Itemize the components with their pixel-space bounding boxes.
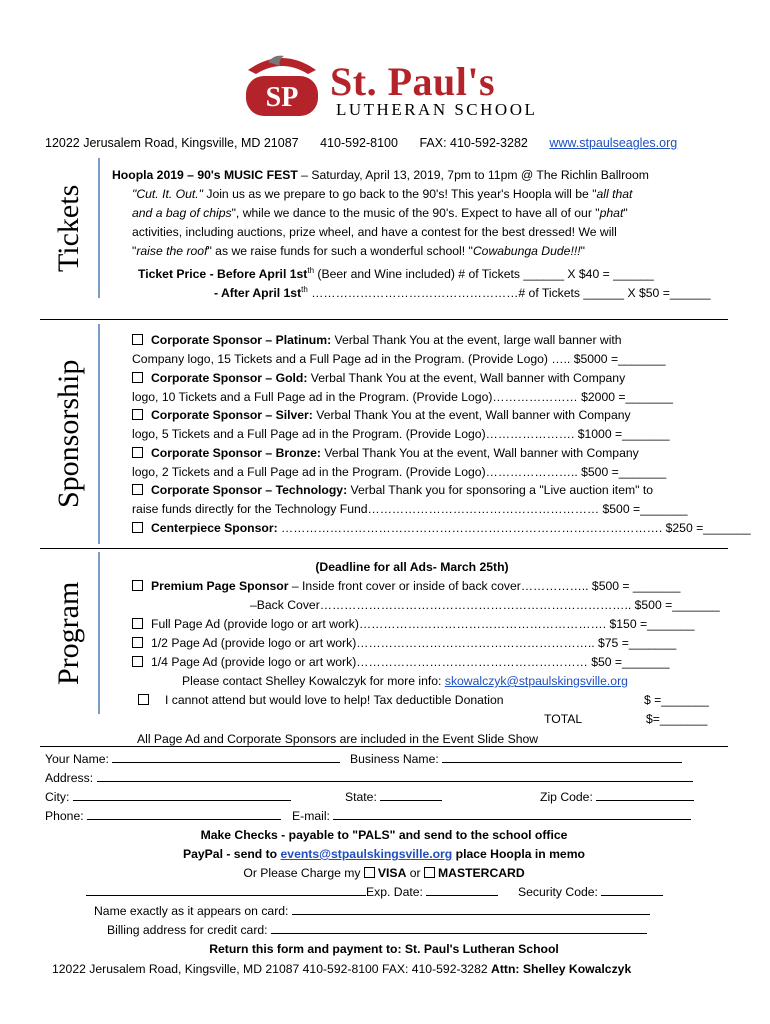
footer-address: 12022 Jerusalem Road, Kingsville, MD 21087 410-592-8100 FAX: 410-592-3282 Attn: Shelley Kowalczyk	[52, 962, 632, 976]
svg-text:SP: SP	[265, 82, 299, 113]
total-label: TOTAL	[544, 712, 583, 726]
event-details: – Saturday, April 13, 2019, 7pm to 11pm @ The Richlin Ballroom	[297, 168, 649, 182]
sponsor-description: logo, 2 Tickets and a Full Page ad in the Program. (Provide Logo)………………….. $500 =_______	[132, 464, 667, 479]
checkbox[interactable]	[132, 372, 143, 383]
sponsor-option[interactable]: Corporate Sponsor – Bronze: Verbal Thank You at the event, Wall banner with Company	[132, 444, 639, 462]
checkbox[interactable]	[138, 694, 149, 705]
tickets-label: Tickets	[52, 184, 85, 272]
ads-deadline: (Deadline for all Ads- March 25th)	[315, 560, 509, 574]
program-label: Program	[52, 581, 85, 685]
sponsor-option[interactable]: Corporate Sponsor – Silver: Verbal Thank You at the event, Wall banner with Company	[132, 406, 631, 424]
event-title-line	[112, 166, 649, 184]
state-field[interactable]: State:	[345, 788, 442, 806]
phone-text: 410-592-8100	[320, 136, 398, 150]
checkbox[interactable]	[132, 334, 143, 345]
zip-field[interactable]: Zip Code:	[540, 788, 694, 806]
event-title: Hoopla 2019 – 90's MUSIC FEST	[112, 168, 298, 182]
checkbox[interactable]	[132, 447, 143, 458]
sponsor-option[interactable]: Corporate Sponsor – Gold: Verbal Thank You at the event, Wall banner with Company	[132, 369, 625, 387]
phone-field[interactable]: Phone:	[45, 807, 281, 825]
email-field[interactable]: E-mail:	[292, 807, 691, 825]
quarter-page-ad[interactable]: 1/4 Page Ad (provide logo or art work)………………………………………………… $50 =_______	[132, 653, 670, 671]
your-name-field[interactable]: Your Name:	[45, 750, 340, 768]
sponsor-description: logo, 10 Tickets and a Full Page ad in the Program. (Provide Logo)………………… $2000 =_______	[132, 389, 673, 404]
full-page-ad[interactable]: Full Page Ad (provide logo or art work)……………………………………………………. $150 =_______	[132, 615, 695, 633]
slide-show-note: All Page Ad and Corporate Sponsors are included in the Event Slide Show	[137, 732, 539, 746]
tickets-sidebar	[40, 158, 100, 298]
checkbox[interactable]	[132, 656, 143, 667]
checkbox[interactable]	[132, 637, 143, 648]
paypal-email-link[interactable]: events@stpaulskingsville.org	[280, 847, 453, 861]
checkbox[interactable]	[132, 580, 143, 591]
program-contact: Please contact Shelley Kowalczyk for more info: skowalczyk@stpaulskingsville.org	[182, 674, 628, 688]
address-field[interactable]: Address:	[45, 769, 693, 787]
sponsor-description: Company logo, 15 Tickets and a Full Page ad in the Program. (Provide Logo) ….. $5000 =_______	[132, 352, 666, 366]
total-amount[interactable]: $=_______	[646, 712, 708, 726]
sponsorship-sidebar	[40, 324, 100, 544]
city-field[interactable]: City:	[45, 788, 291, 806]
divider	[40, 548, 728, 549]
checkbox[interactable]	[132, 522, 143, 533]
contact-line	[45, 136, 677, 150]
ticket-price-after: - After April $1st^{th}$ ……………………………………………# of Tickets ______ X $50 =______	[214, 285, 711, 301]
event-desc-line-3: and a bag of chips", while we dance to the music of the 90's. Expect to have all of our "phat"	[132, 206, 628, 220]
mastercard-checkbox[interactable]	[424, 867, 435, 878]
sponsor-option[interactable]: Centerpiece Sponsor: …………………………………………………………………………………. $250 =_______	[132, 519, 751, 537]
event-desc-line-5: "raise the roof" as we raise funds for such a wonderful school! "Cowabunga Dude!!!"	[132, 244, 585, 258]
premium-page-sponsor[interactable]: Premium Page Sponsor – Inside front cover or inside of back cover…………….. $500 = _______	[132, 577, 680, 595]
checks-instruction: Make Checks - payable to "PALS" and send to the school office	[200, 828, 568, 842]
attn-text: Attn: Shelley Kowalczyk	[491, 962, 632, 976]
paypal-instruction: PayPal - send to events@stpaulskingsville.org place Hoopla in memo	[182, 847, 585, 861]
address-text: 12022 Jerusalem Road, Kingsville, MD 21087	[45, 136, 299, 150]
ticket-price-before: Ticket Price - Before April $1st^{th}$ (Beer and Wine included) # of Tickets ______ X $40 = ______	[138, 266, 654, 282]
sponsor-description: raise funds directly for the Technology Fund………………………………………………… $500 =_______	[132, 502, 688, 516]
checkbox[interactable]	[132, 409, 143, 420]
school-subtitle: LUTHERAN SCHOOL	[336, 100, 538, 119]
half-page-ad[interactable]: 1/2 Page Ad (provide logo or art work)………………………………………………….. $75 =_______	[132, 634, 676, 652]
school-name: St. Paul's	[330, 59, 496, 104]
business-name-field[interactable]: Business Name:	[350, 750, 682, 768]
sponsor-option[interactable]: Corporate Sponsor – Technology: Verbal Thank you for sponsoring a "Live auction item" to	[132, 481, 653, 499]
donation-option[interactable]: I cannot attend but would love to help! Tax deductible Donation	[138, 691, 504, 709]
school-logo	[238, 52, 326, 120]
divider	[40, 319, 728, 320]
return-instruction: Return this form and payment to: St. Paul's Lutheran School	[209, 942, 559, 956]
program-sidebar	[40, 552, 100, 714]
event-desc-line-4: activities, including auctions, prize wheel, and have a contest for the best dressed! We will	[132, 225, 617, 239]
security-code-field[interactable]: Security Code:	[518, 883, 663, 901]
website-link[interactable]: www.stpaulseagles.org	[549, 136, 678, 150]
contact-email-link[interactable]: skowalczyk@stpaulskingsville.org	[444, 674, 628, 688]
checkbox[interactable]	[132, 484, 143, 495]
visa-checkbox[interactable]	[364, 867, 375, 878]
sponsor-description: logo, 5 Tickets and a Full Page ad in the Program. (Provide Logo)…………………. $1000 =_______	[132, 427, 670, 441]
fax-text: FAX: 410-592-3282	[419, 136, 528, 150]
sponsorship-label: Sponsorship	[52, 359, 85, 509]
sponsor-option[interactable]: Corporate Sponsor – Platinum: Verbal Thank You at the event, large wall banner with	[132, 331, 622, 349]
card-number-field[interactable]: Exp. Date:	[86, 883, 498, 901]
checkbox[interactable]	[132, 618, 143, 629]
back-cover-option: –Back Cover………………………………………………………………….. $500 =_______	[250, 598, 720, 612]
charge-options: Or Please Charge my VISA or MASTERCARD	[243, 866, 525, 880]
donation-amount[interactable]: $ =_______	[644, 693, 709, 707]
event-desc-line-2: "Cut. It. Out." Join us as we prepare to go back to the 90's! This year's Hoopla will be "all that	[132, 187, 633, 201]
divider	[40, 746, 728, 747]
billing-address-field[interactable]: Billing address for credit card:	[107, 921, 647, 939]
name-on-card-field[interactable]: Name exactly as it appears on card:	[94, 902, 650, 920]
